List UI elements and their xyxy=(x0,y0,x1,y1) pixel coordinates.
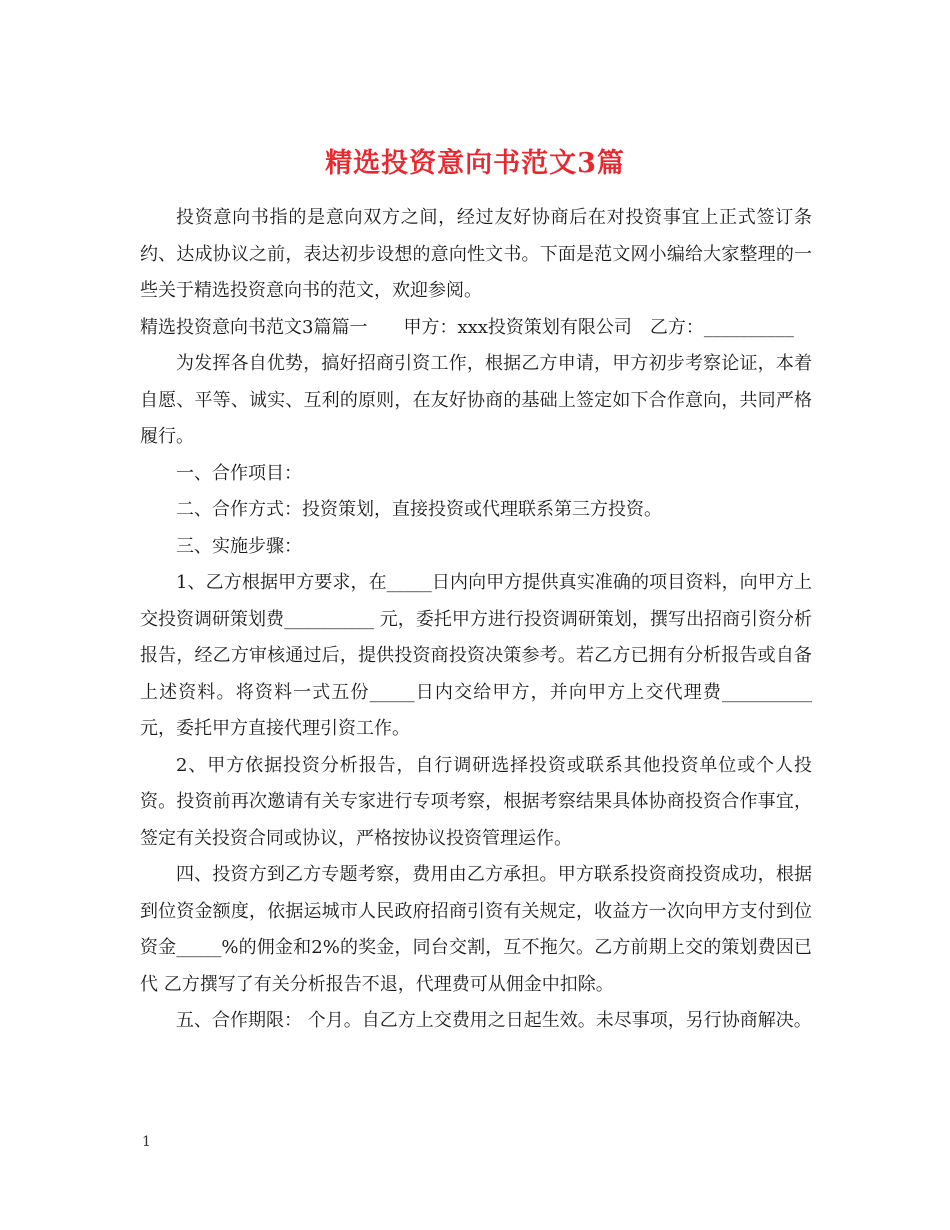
step-1-paragraph: 1、乙方根据甲方要求，在_____日内向甲方提供真实准确的项目资料，向甲方上交投资调研策划费__________ 元，委托甲方进行投资调研策划，撰写出招商引资分析报告，经乙方审核通过后，提供投资商投资决策参考。若乙方已拥有分析报告或自备上述资料。将资料一式五份_____日内交给甲方，并向甲方上交代理费__________ 元，委托甲方直接代理引资工作。 xyxy=(140,572,812,739)
step-2-paragraph: 2、甲方依据投资分析报告，自行调研选择投资或联系其他投资单位或个人投资。投资前再次邀请有关专家进行专项考察，根据考察结果具体协商投资合作事宜，签定有关投资合同或协议，严格按协议投资管理运作。 xyxy=(140,754,812,849)
intro-paragraph: 投资意向书指的是意向双方之间，经过友好协商后在对投资事宜上正式签订条约、达成协议之前，表达初步设想的意向性文书。下面是范文网小编给大家整理的一些关于精选投资意向书的范文，欢迎参阅。 xyxy=(140,207,812,301)
section-heading-line: 精选投资意向书范文3篇篇一 甲方：xxx投资策划有限公司 乙方：__________ xyxy=(140,316,794,338)
preamble-paragraph: 为发挥各自优势，搞好招商引资工作，根据乙方申请，甲方初步考察论证，本着自愿、平等、诚实、互利的原则，在友好协商的基础上签定如下合作意向，共同严格履行。 xyxy=(140,353,812,447)
page-number: 1 xyxy=(142,1134,151,1150)
clause-investor-inspection: 四、投资方到乙方专题考察，费用由乙方承担。甲方联系投资商投资成功，根据到位资金额度，依据运城市人民政府招商引资有关规定，收益方一次向甲方支付到位资金_____%的佣金和2%的奖金，同台交割，互不拖欠。乙方前期上交的策划费因已代 乙方撰写了有关分析报告不退，代理费可从佣金中扣除。 xyxy=(140,864,812,995)
clause-implementation-steps: 三、实施步骤： xyxy=(176,535,302,557)
clause-cooperation-method: 二、合作方式：投资策划，直接投资或代理联系第三方投资。 xyxy=(176,499,662,520)
document-body xyxy=(140,200,812,1040)
clause-cooperation-term: 五、合作期限： 个月。自乙方上交费用之日起生效。未尽事项，另行协商解决。 xyxy=(176,1010,812,1031)
clause-cooperation-project: 一、合作项目： xyxy=(176,462,302,484)
document-title: 精选投资意向书范文3篇 xyxy=(325,148,625,180)
